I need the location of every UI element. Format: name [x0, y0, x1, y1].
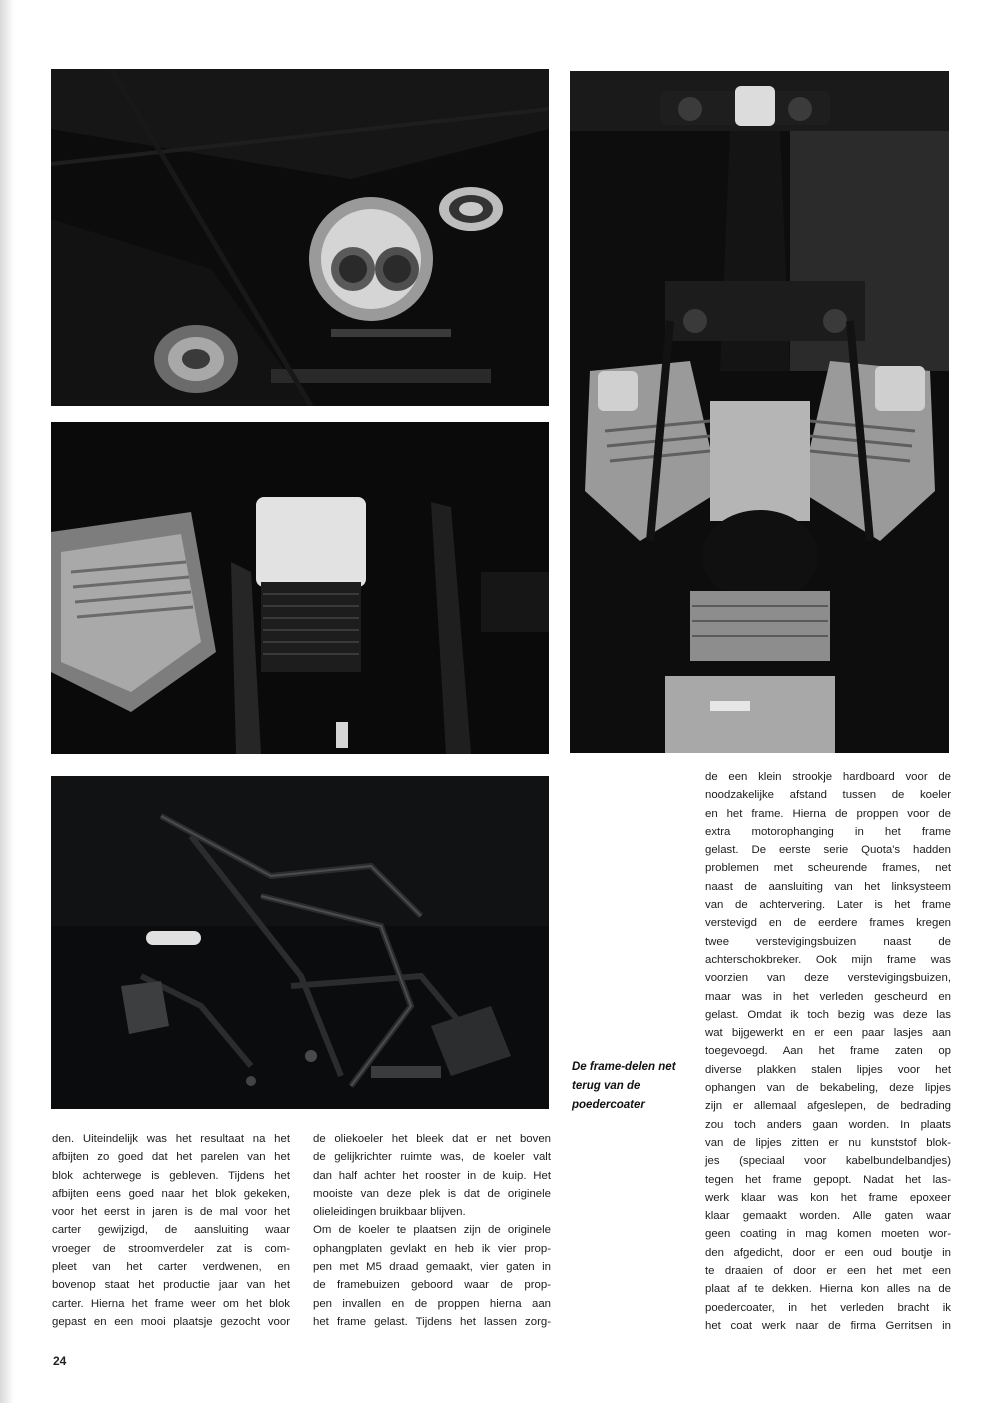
text-line: de gelijkrichter ruimte was, de koeler valt [313, 1151, 551, 1164]
caption-line: terug van de [572, 1080, 641, 1092]
text-line: de framebuizen geboord waar de prop- [313, 1279, 551, 1292]
text-line: achterschokbreker. Ook mijn frame was [705, 953, 951, 966]
text-line: blok achterwege is gebleven. Tijdens het [52, 1169, 290, 1182]
text-line: klaar gemaakt worden. Alle gaten waar [705, 1210, 951, 1223]
text-line: Om de koeler te plaatsen zijn de originele [313, 1224, 551, 1237]
text-line: bovenop staat het productie jaar van het [52, 1279, 290, 1292]
article-column-3 [705, 768, 951, 1335]
text-line: werk klaar was kon het frame epoxeer [705, 1191, 951, 1204]
text-line: gepast en een mooi plaatsje gezocht voor [52, 1315, 290, 1328]
text-line: pleet van het carter verdwenen, en [52, 1261, 290, 1274]
text-line: voorzien van deze verstevigingsbuizen, [705, 972, 951, 985]
text-line: jes (speciaal voor kabelbundelbandjes) [705, 1155, 951, 1168]
caption-line: De frame-delen net [572, 1061, 676, 1073]
text-line: extra motorophanging in het frame [705, 825, 951, 838]
text-line: dan half achter het rooster in de kuip. Het [313, 1169, 551, 1182]
text-line: poedercoater, in het verleden bracht ik [705, 1301, 951, 1314]
text-line: plaat af te dekken. Hierna kon alles na de [705, 1283, 951, 1296]
text-line: den. Uiteindelijk was het resultaat na het [52, 1133, 290, 1145]
page-edge-shadow [0, 0, 14, 1403]
photo-engine-intake-closeup [51, 69, 549, 406]
text-line: maar was in het verleden gescheurd en [705, 990, 951, 1003]
text-line: voor het eerst in jaren is de mal voor het [52, 1206, 290, 1219]
photo-caption [572, 1058, 692, 1115]
text-line: zou toch anders gaan worden. In plaats [705, 1118, 951, 1131]
text-line: ophangen van de bekabeling, deze lipjes [705, 1082, 951, 1095]
photo-engine-cylinder-frame [51, 422, 549, 754]
text-line: verstevigd en de eerdere frames kregen [705, 917, 951, 930]
text-line: twee verstevigingsbuizen naast de [705, 935, 951, 948]
text-line: pen met M5 draad gemaakt, vier gaten in [313, 1261, 551, 1274]
text-line: gelast. De eerste serie Quota's hadden [705, 844, 951, 857]
article-column-2 [313, 1130, 551, 1331]
text-line: pen invallen en de proppen hierna aan [313, 1297, 551, 1310]
text-line: afbijten zo goed dat het parelen van het [52, 1151, 290, 1164]
text-line: den afgedicht, door er een oud boutje in [705, 1246, 951, 1259]
photo-frame-parts-coated [51, 776, 549, 1109]
text-line: mooiste van deze plek is dat de originele [313, 1187, 551, 1200]
text-line: van de lipjes zitten er nu kunststof blok- [705, 1136, 951, 1149]
text-line: wat bijgewerkt en er een paar lasjes aan [705, 1027, 951, 1040]
text-line: carter gewijzigd, de aansluiting waar [52, 1224, 290, 1237]
text-line: olieleidingen bruikbaar blijven. [313, 1206, 466, 1219]
text-line: het frame gelast. Tijdens het lassen zorg- [313, 1315, 551, 1328]
text-line: te draaien of door er een het met een [705, 1265, 951, 1278]
text-line: ophangplaten gevlakt en heb ik vier prop- [313, 1242, 551, 1255]
photo-engine-in-frame-front [570, 71, 949, 753]
page-number: 24 [53, 1354, 67, 1368]
article-column-1 [52, 1130, 290, 1331]
text-line: gelast. Omdat ik toch bezig was deze las [705, 1008, 951, 1021]
text-line: vroeger de stroomverdeler zat is com- [52, 1242, 290, 1255]
text-line: carter. Hierna het frame weer om het blok [52, 1297, 290, 1310]
caption-line: poedercoater [572, 1099, 645, 1111]
text-line: tegen het frame gepopt. Nadat het las- [705, 1173, 951, 1186]
text-line: afbijten eens goed naar het blok gekeken, [52, 1187, 290, 1200]
text-line: zijn er allemaal afgeslepen, de bedrading [705, 1100, 951, 1113]
text-line: problemen met scheurende frames, net [705, 862, 951, 875]
text-line: diverse plakken stalen lipjes voor het [705, 1063, 951, 1076]
text-line: en het frame. Hierna de proppen voor de [705, 807, 951, 820]
text-line: de oliekoeler het bleek dat er net boven [313, 1133, 551, 1145]
text-line: naast de aansluiting van het linksysteem [705, 880, 951, 893]
text-line: van de achtervering. Later is het frame [705, 899, 951, 912]
text-line: noodzakelijke afstand tussen de koeler [705, 789, 951, 802]
text-line: de een klein strookje hardboard voor de [705, 771, 951, 783]
text-line: het coat werk naar de firma Gerritsen in [705, 1319, 951, 1332]
text-line: geen coating in mag komen moeten wor- [705, 1228, 951, 1241]
text-line: toegevoegd. Aan het frame zaten op [705, 1045, 951, 1058]
